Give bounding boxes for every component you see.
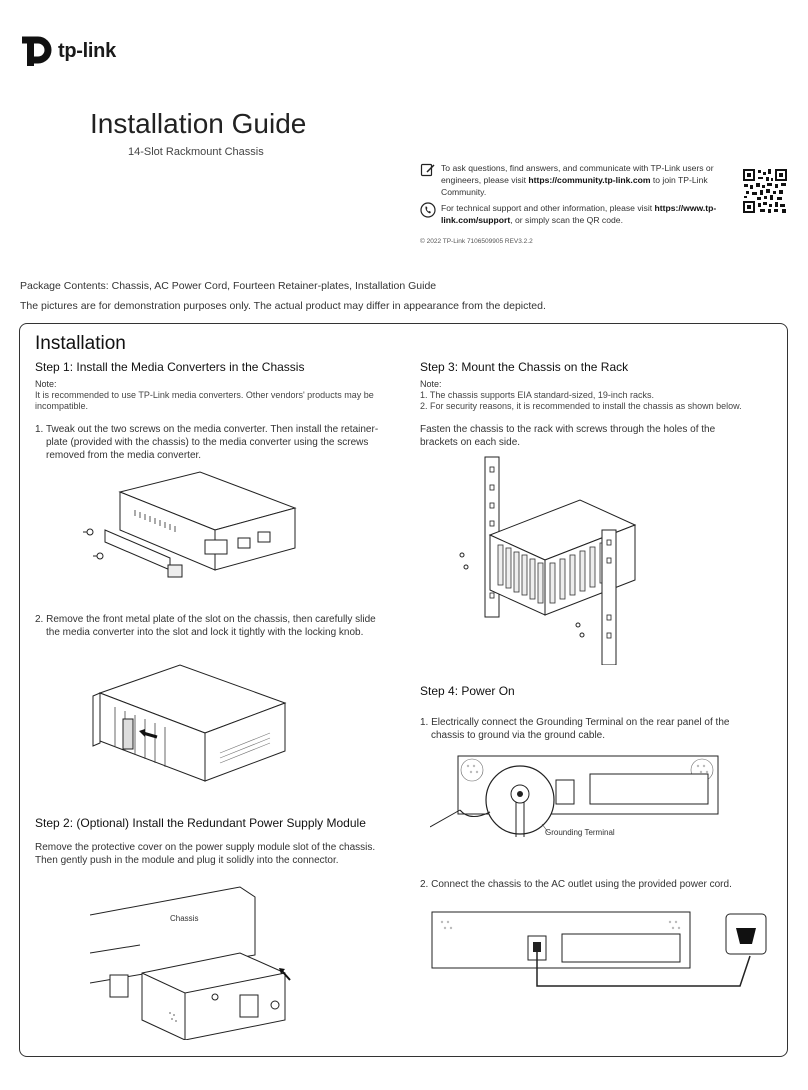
brand-name: tp-link — [58, 39, 116, 62]
step4-item2: 2. Connect the chassis to the AC outlet using the provided power cord. — [420, 879, 732, 890]
support-text-post: , or simply scan the QR code. — [510, 215, 623, 225]
package-contents: Package Contents: Chassis, AC Power Cord, Fourteen Retainer-plates, Installation Guide — [20, 280, 437, 292]
step1-note: It is recommended to use TP-Link media converters. Other vendors' products may be incompatible. — [35, 390, 374, 411]
community-text-post: to join TP-Link Community. — [441, 175, 708, 197]
step2-body: Remove the protective cover on the power supply module slot of the chassis. Then gently push in the module and plug it solidly into the connector. — [35, 842, 376, 866]
page-title: Installation Guide — [90, 108, 307, 139]
step3-note1: 1. The chassis supports EIA standard-sized, 19-inch racks. — [420, 390, 654, 400]
copyright: © 2022 TP-Link 7106509905 REV3.2.2 — [420, 238, 533, 245]
step1-item2: 2. Remove the front metal plate of the slot on the chassis, then carefully slide the media converter into the slot and lock it tightly with the locking knob. — [35, 614, 376, 638]
chassis-insert-figure — [85, 663, 295, 783]
step3-note2: 2. For security reasons, it is recommended to install the chassis as shown below. — [420, 401, 742, 411]
rack-mount-figure — [450, 455, 640, 665]
step4-title: Step 4: Power On — [420, 684, 515, 698]
community-link[interactable]: https://community.tp-link.com — [528, 175, 651, 185]
step1-item1: 1. Tweak out the two screws on the media converter. Then install the retainer-plate (provided with the chassis) to the media converter using the screws removed from the media converter. — [35, 424, 379, 461]
power-module-figure — [90, 885, 310, 1040]
grounding-terminal-label: Grounding Terminal — [545, 828, 615, 837]
community-info — [420, 162, 730, 198]
power-cord-figure — [430, 908, 775, 1000]
support-info — [420, 202, 730, 226]
installation-title: Installation — [35, 333, 126, 354]
step3-note-label: Note: — [420, 379, 442, 389]
support-text-pre: For technical support and other information, please visit — [441, 203, 655, 213]
disclaimer: The pictures are for demonstration purposes only. The actual product may differ in appearance from the depicted. — [20, 300, 546, 312]
help-info — [420, 162, 730, 230]
media-converter-figure — [80, 470, 310, 580]
tp-link-logo-icon — [20, 32, 54, 70]
phone-icon — [420, 202, 436, 218]
tp-link-logo — [20, 32, 116, 70]
step4-item1: 1. Electrically connect the Grounding Terminal on the rear panel of the chassis to ground via the ground cable. — [420, 717, 730, 741]
qr-code-icon — [742, 168, 788, 214]
support-link[interactable]: https://www.tp-link.com/support — [441, 203, 717, 225]
chassis-label: Chassis — [170, 914, 199, 923]
step2-title: Step 2: (Optional) Install the Redundant Power Supply Module — [35, 816, 366, 830]
community-text-pre: To ask questions, find answers, and communicate with TP-Link users or engineers, please visit — [441, 163, 714, 185]
page-subtitle: 14-Slot Rackmount Chassis — [128, 146, 264, 158]
step1-title: Step 1: Install the Media Converters in the Chassis — [35, 360, 305, 374]
edit-icon — [420, 162, 436, 178]
step1-note-label: Note: — [35, 379, 57, 389]
step3-title: Step 3: Mount the Chassis on the Rack — [420, 360, 629, 374]
step3-body: Fasten the chassis to the rack with screws through the holes of the brackets on each side. — [420, 424, 716, 448]
